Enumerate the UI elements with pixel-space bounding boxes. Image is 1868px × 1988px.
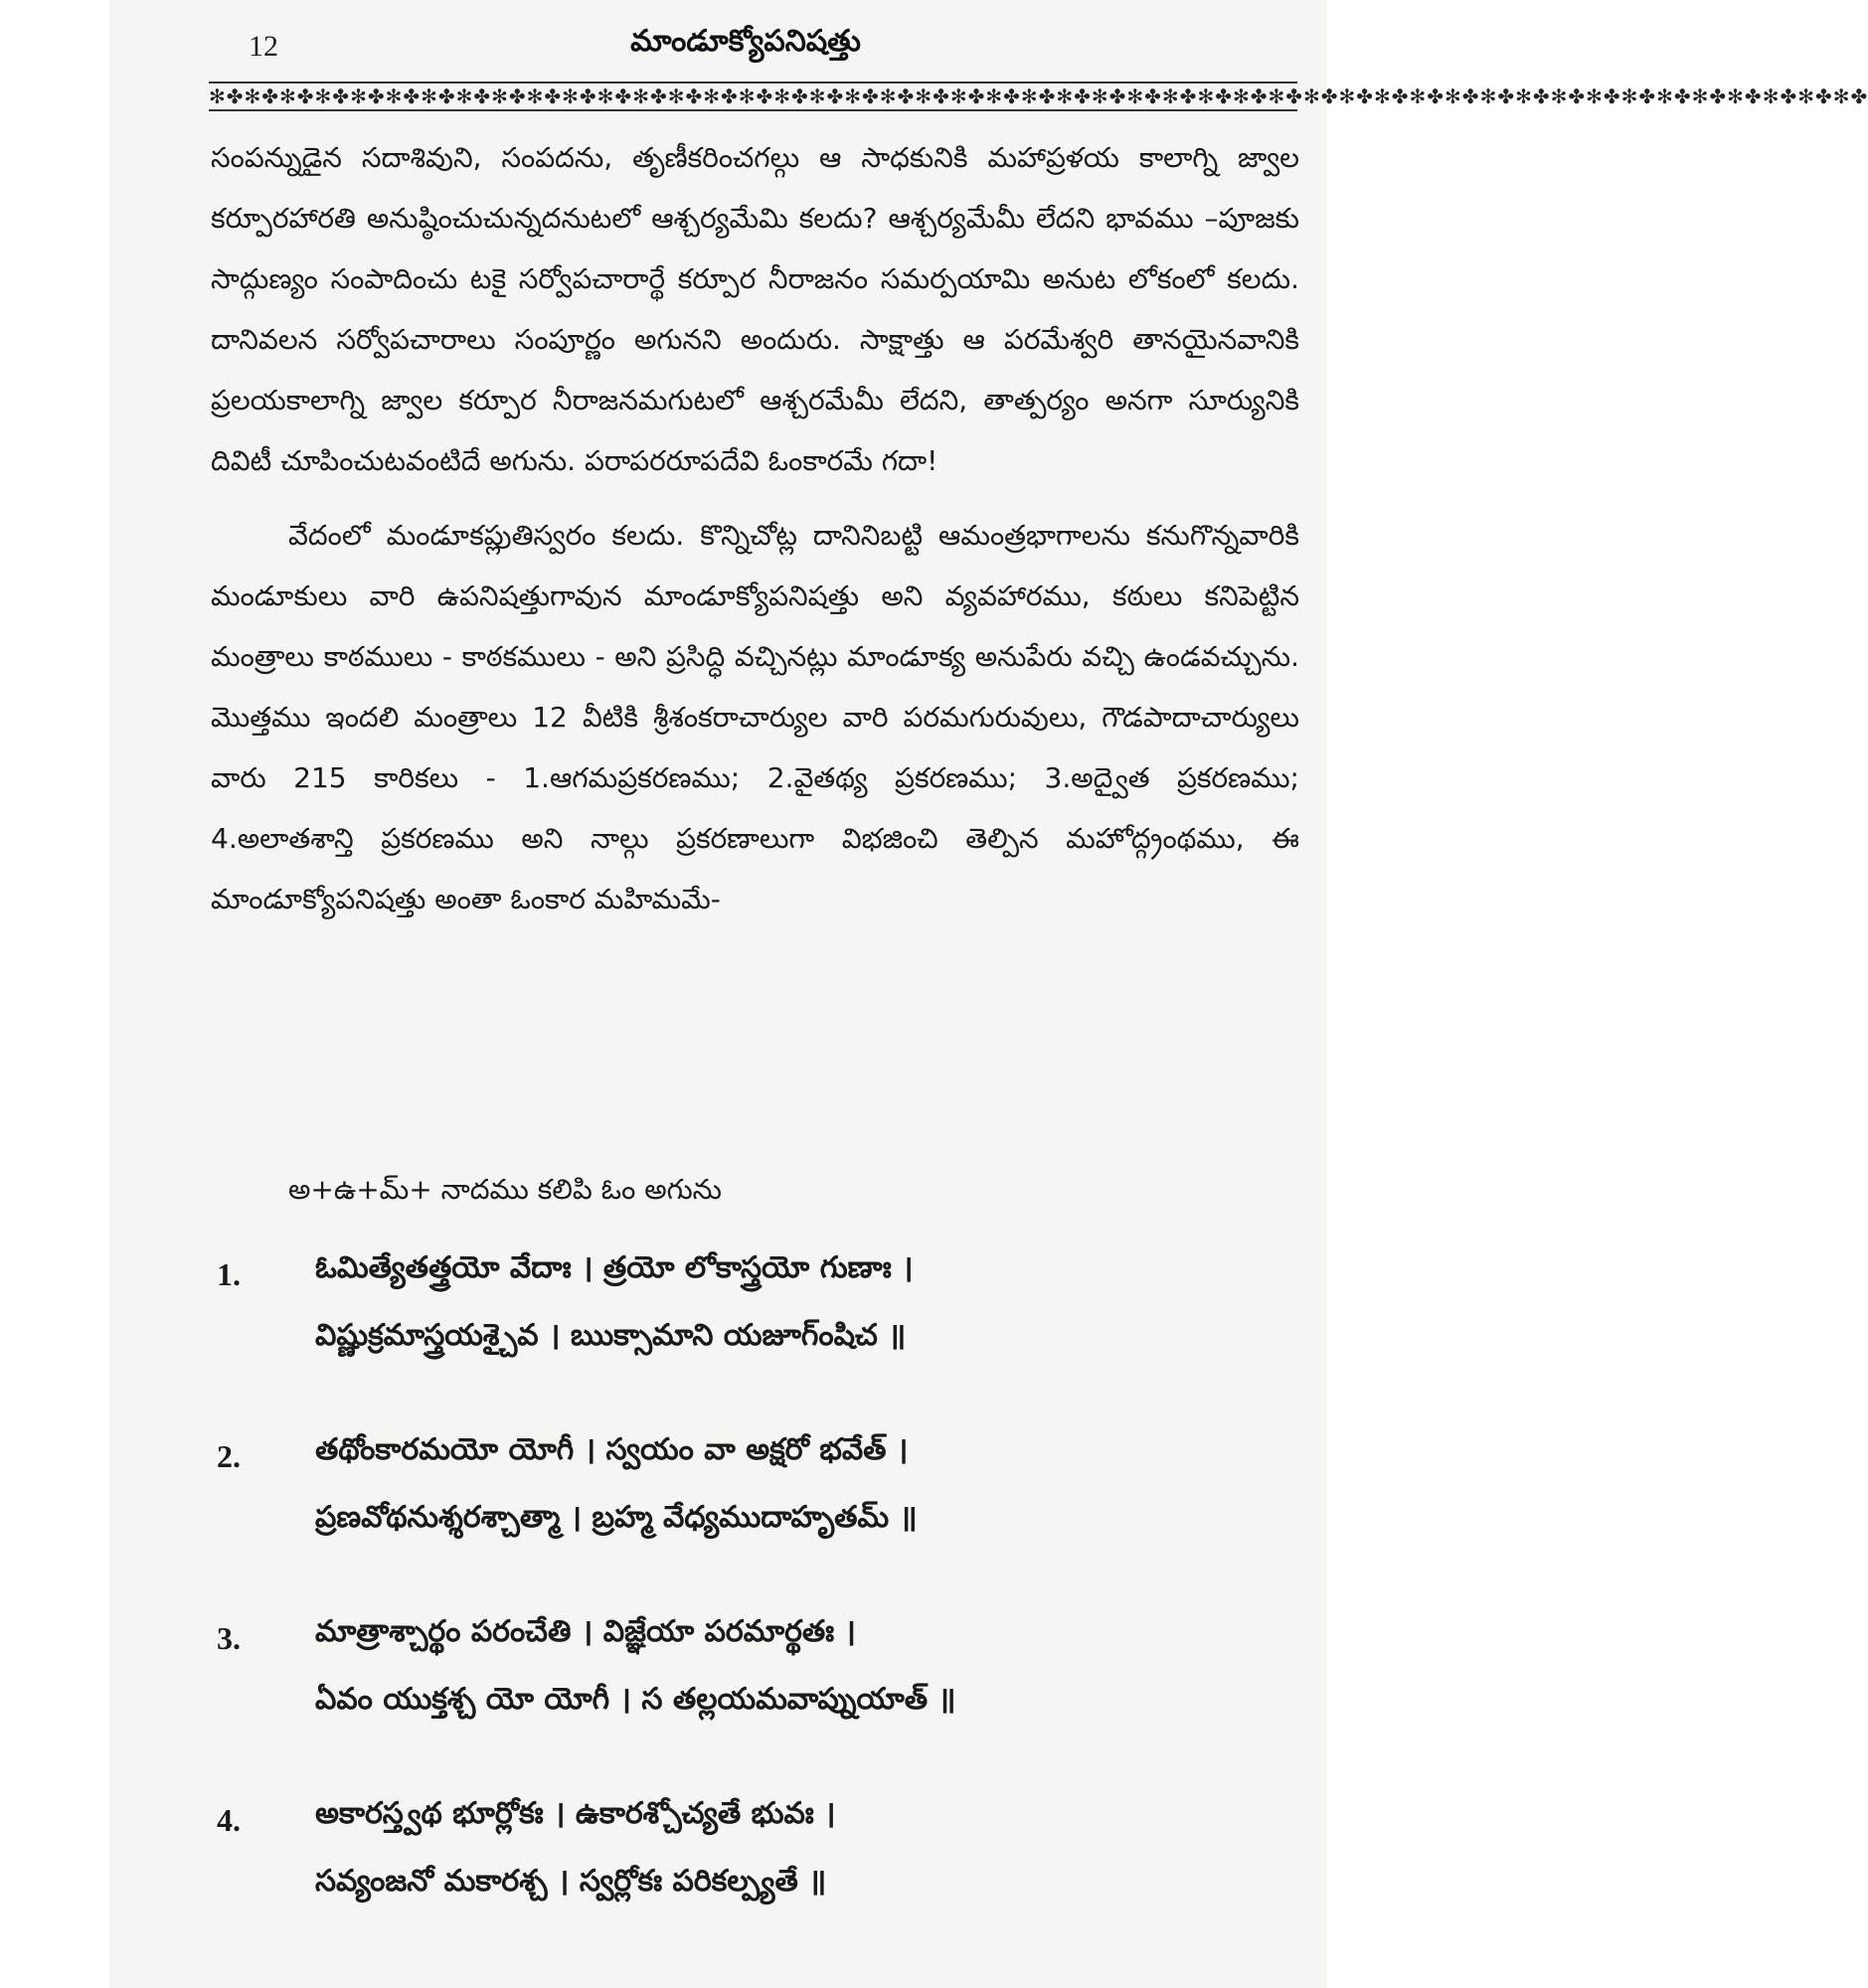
verse-4 [211,1796,1299,1978]
paragraph-1: సంపన్నుడైన సదాశివుని, సంపదను, తృణీకరించగల్గు ఆ సాధకునికి మహాప్రళయ కాలాగ్ని జ్వాల కర్పూరహారతి అనుష్ఠించుచున్నదనుటలో ఆశ్చర్యమేమి కలదు? ఆశ్చర్యమేమీ లేదని భావము –పూజకు సాద్గుణ్యం సంపాదించు టకై సర్వోపచారార్థే కర్పూర నీరాజనం సమర్పయామి అనుట లోకంలో కలదు. దానివలన సర్వోపచారాలు సంపూర్ణం అగునని అందురు. సాక్షాత్తు ఆ పరమేశ్వరి తానయైనవానికి ప్రలయకాలాగ్ని జ్వాల కర్పూర నీరాజనమగుటలో ఆశ్చరమేమీ లేదని, తాత్పర్యం అనగా సూర్యునికి దివిటీ చూపించుటవంటిదే అగును. పరాపరరూపదేవి ఓంకారమే గదా! [211,141,1299,477]
verse-number: 3. [217,1620,241,1656]
verse-line-2: విష్ణుక్రమాస్త్రయశ్చైవ । ఋక్సామాని యజూగ్ంషిచ ॥ [315,1318,907,1353]
page-number: 12 [249,30,278,63]
paragraph-2: వేదంలో మండూకప్లుతిస్వరం కలదు. కొన్నిచోట్ల దానినిబట్టి ఆమంత్రభాగాలను కనుగొన్నవారికి మండూకులు వారి ఉపనిషత్తుగావున మాండూక్యోపనిషత్తు అని వ్యవహారము, కఠులు కనిపెట్టిన మంత్రాలు కాఠములు - కాఠకములు - అని ప్రసిద్ధి వచ్చినట్లు మాండూక్య అనుపేరు వచ్చి ఉండవచ్చును. మొత్తము ఇందలి మంత్రాలు 12 వీటికి శ్రీశంకరాచార్యుల వారి పరమగురువులు, గౌడపాదాచార్యులు వారు 215 కారికలు - 1.ఆగమప్రకరణము; 2.వైతథ్య ప్రకరణము; 3.అద్వైత ప్రకరణము; 4.అలాతశాన్తి ప్రకరణము అని నాల్గు ప్రకరణాలుగా విభజించి తెల్పిన మహోద్గ్రంథము, ఈ మాండూక్యోపనిషత్తు అంతా ఓంకార మహిమమే- [211,519,1299,915]
verse-line-1: ఓమిత్యేతత్త్రయో వేదాః । త్రయో లోకాస్త్రయో గుణాః । [315,1250,914,1285]
verse-3 [211,1614,1299,1796]
verse-list [211,1250,1299,1978]
verse-1 [211,1250,1299,1432]
running-title: మాండూక్యోపనిషత్తు [630,24,861,59]
body-text [211,127,1299,929]
verse-line-1: అకారస్త్వథ భూర్లోకః । ఉకారశ్చోచ్యతే భువః । [315,1796,836,1831]
verse-line-1: తథోంకారమయో యోగీ । స్వయం వా అక్షరో భవేత్ । [315,1432,909,1467]
verse-line-2: ప్రణవోథనుశ్శరశ్చాత్మా । బ్రహ్మ వేధ్యముదాహృతమ్ ॥ [315,1500,918,1535]
verse-number: 4. [217,1802,241,1838]
verse-line-2: ఏవం యుక్తశ్చ యో యోగీ । స తల్లయమవాప్నుయాత్ ॥ [315,1682,956,1717]
om-formula: అ+ఉ+మ్+ నాదము కలిపి ఓం అగును [288,1173,722,1206]
ornamental-divider: ✻✤✻✤✻✤✻✤✻✤✻✤✻✤✻✤✻✤✻✤✻✤✻✤✻✤✻✤✻✤✻✤✻✤✻✤✻✤✻✤✻✤✻✤✻✤✻✤✻✤✻✤✻✤✻✤✻✤✻✤✻✤✻✤✻✤✻✤✻✤✻✤✻✤✻✤✻✤✻✤✻✤✻✤✻✤✻✤✻✤✻✤✻✤ [209,82,1297,111]
verse-number: 2. [217,1438,241,1474]
verse-line-1: మాత్రాశ్చార్థం పరంచేతి । విజ్ఞేయా పరమార్థతః । [315,1614,856,1649]
verse-number: 1. [217,1256,241,1292]
verse-line-2: సవ్యంజనో మకారశ్చ । స్వర్లోకః పరికల్ప్యతే ॥ [315,1864,827,1899]
verse-2 [211,1432,1299,1614]
